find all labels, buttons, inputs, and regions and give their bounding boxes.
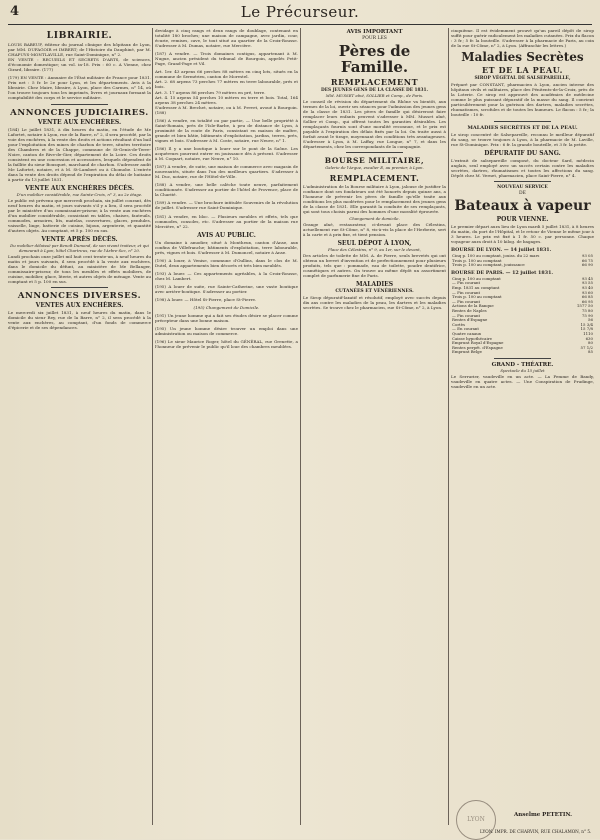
quote-value: 1577 50 (576, 303, 593, 309)
classified-item: (195) A louer de suite, rue Sainte-Catherine, une vaste boutique avec arrière-boutique. S'adresser au portier. (155, 283, 300, 295)
vente-apres-sub: Du mobilier délaissé par Benoît Dumond, de son vivant traiteur, et qui demeurait à Lyon, hôtel Chartreux, rue de l'Arbre-Sec, n° 20. (10, 243, 151, 253)
divider (51, 104, 108, 105)
divider (494, 121, 551, 122)
annonces-judiciaires-heading: ANNONCES JUDICIAIRES. (10, 107, 149, 118)
pour-vienne-label: POUR VIENNE. (496, 215, 549, 223)
quote-value: 15 3/4 (580, 321, 593, 327)
vente-apres-text: Lundi prochain onze juillet mil huit cent trente-un, à neuf heures du matin et jours suivants, il sera procédé à la vente aux enchères, dans le domicile du défunt, au ministère de Me Bellanger, commissaire-priseur, de tous les meubles et effets mobiliers, de cuisine, mobilier, glace, literie, et autres objets de ménage. Vente au comptant et 5 p. 100 en sus. (8, 253, 153, 284)
avis-sub: POUR LES (362, 36, 387, 41)
quote-row (451, 263, 594, 268)
changement-label: Changement de domicile. (349, 216, 400, 222)
theatre-text: Le Serrurier, vaudeville en un acte. — La Femme de Bandy, vaudeville en quatre actes. — Une Conspiration de Prudinge, vaudeville en un acte. (451, 373, 596, 389)
quote-value: 93 60 (581, 289, 593, 295)
quote-value: 1110 (583, 330, 593, 336)
maladies2-text: Le sirop concentré de Salsepareille, reconnu le meilleur dépuratif du sang, se trouve toujours à Lyon, à la pharmacie de M. Laville, rue St-Dominique. Prix : 6 fr. la grande bouteille, et 3 fr. la petite. (451, 131, 596, 147)
classified-item: Art. 3. 17 arpens 86 perches 79 mètres en pré, terre. (155, 89, 266, 95)
remplacement-heading: REMPLACEMENT (330, 77, 419, 87)
column-rule (448, 28, 449, 825)
peres-de-famille-headline: Pères de Famille. (338, 42, 411, 76)
theatre-sub: Spectacle du 15 juillet (500, 367, 545, 373)
classified-item: (196) Le sieur Maurice Roger, hôtel du GÉNÉRAL, rue Grenette, a l'honneur de prévenir le public qu'il loue des chambres meublées. (155, 339, 300, 350)
quote-label: Quatre canaux (452, 330, 482, 336)
quote-label: — En courant (452, 326, 479, 332)
remplacement-text: Le conseil de révision du département du Rhône va bientôt, aux termes de la loi, ouvrir ses séances pour l'admission des jeunes gens de la classe de 1831. Les pères de famille qui désireront faire remplacer leurs enfants peuvent s'adresser à MM. Musset aîné, Sollier et Comp., qui offrent toutes les garanties désirables. Les remplaçants fournis sont d'une moralité reconnue, et le prix est payable à l'expiration des délais fixés par la loi. On traite aussi à forfait avant le tirage, moyennant des conditions très avantageuses. S'adresser à Lyon, à M. Laffay, rue Longue, n° 7, et dans les départements, chez les correspondants de la compagnie. (303, 98, 448, 150)
divider (494, 181, 551, 182)
maladies2-heading: MALADIES SECRÈTES ET DE LA PEAU. (467, 124, 578, 131)
quote-value: 66 90 (581, 262, 593, 268)
librairie-heading: LIBRAIRIE. (46, 30, 113, 41)
quote-label: — Fin courant (452, 280, 481, 286)
sirop-heading: SIROP VÉGÉTAL DE SALSEPAREILLE, (474, 76, 571, 82)
classified-item: (193) A louer. — Ces appartements agréables, à la Croix-Rousse, chez M. Lambert. (155, 270, 300, 281)
quote-label: Rentes perpét. d'Espagne (452, 344, 503, 350)
quote-value: 93 45 (581, 275, 593, 281)
quote-row (451, 350, 594, 355)
bourse-lyon-table (451, 254, 594, 268)
quote-value: 93 40 (581, 285, 593, 290)
page-header (8, 2, 592, 25)
quote-label: Caisse hypothécaire (452, 335, 492, 341)
bourse-paris-table (451, 277, 594, 355)
classified-item: (191) Un jeune homme qui a fait ses études désire se placer comme précepteur dans une bonne maison. (155, 313, 300, 324)
quote-label: — Fin courant (452, 289, 481, 295)
column-rule (152, 28, 153, 825)
quote-value: 56 (588, 317, 593, 323)
remplacement2-text: L'administration de la Bourse militaire à Lyon, jalouse de justifier la confiance dont ses fondateurs ont été honorés depuis quinze ans, a l'honneur de prévenir les pères de famille qu'elle traite aux conditions les plus modérées pour le remplacement des jeunes gens de la classe de 1831. Elle garantit la conduite de ses remplaçants, qui sont tous choisis parmi des hommes d'une moralité éprouvée. (303, 184, 448, 215)
quote-value: 75 80 (581, 307, 593, 313)
quote-value: 66 95 (581, 298, 593, 304)
remplacement-by: MM. MUSSET aîné, SOLLIER et Comp., de Paris. (325, 93, 424, 98)
classified-item: Art. 2. 68 arpens 73 perches 77 mètres en terre labourable, prés et bois. (155, 79, 300, 90)
annonces-subheading: VENTE AUX ENCHÈRES. (37, 118, 122, 126)
divider (494, 358, 551, 359)
annonces-diverses-heading: ANNONCES DIVERSES. (17, 291, 142, 302)
quote-value: 66 75 (581, 257, 593, 263)
quote-label: Emprunt Royal d'Espagne (452, 340, 504, 346)
classified-item: (181) A vendre, en bloc. — Plusieurs meubles et effets, tels que commodes, consoles, etc. S'adresser au portier de la maison rue Mercière, n° 22. (155, 213, 300, 229)
depuratif-heading: DÉPURATIF DU SANG. (484, 149, 561, 157)
vente-deces-text: Le public est prévenu que mercredi prochain, six juillet courant, dès neuf heures du matin, et jours suivants s'il y a lieu, il sera procédé par le ministère d'un commissaire-priseur, à la vente aux enchères d'un mobilier considérable, consistant en tables, chaises, fauteuils, commodes, armoires, lits, matelas, couvertures, glaces, pendules, vaisselle, linge, batterie de cuisine, bijoux, argenterie, et quantité d'autres objets. Au comptant, et 5 p. 100 en sus. (8, 197, 153, 234)
column-3 (303, 28, 446, 825)
divider (51, 287, 108, 288)
quote-value: 630 (585, 335, 593, 341)
column-rule (300, 28, 301, 825)
classified-item: (186) Il y a une boutique à louer sur le pont de la Saône. Les acquéreurs pourront entrer en jouissance dès à présent. S'adresser à M. Coquart, notaire, rue Neuve, n° 10. (155, 145, 300, 162)
librairie-text: LOUIS BABEUF, éditeur du journal clinique des hôpitaux de Lyon, par MM. DUFAGOIR et IMBERT; de l'Histoire du Dauphiné, par M. CHAPUYS-MONTLAVILLE, rue Saint-Dominique, n° 2. EN VENTE : RECUEILS ET SECRETS D'ARTS, de sciences, d'économie domestique; un vol. in-18. Prix : 60 c. A Vienne, chez Girard, libraire. (177) (8, 42, 151, 73)
quote-label: Emprunt Belge (452, 349, 482, 355)
printer-imprint: LYON. IMPR. DE CHARVIN, RUE CHALAMON, n° 5. (480, 829, 592, 834)
maladies-text: Le Sirop dépuratif-laxatif et résolutif, employé avec succès depuis dix ans contre les maladies de la peau, les dartres et les maladies secrètes. Se trouve chez le pharmacien, rue St-Côme, n° 2, à Lyon. (303, 295, 448, 311)
bourse-militaire-sub: Galerie de l'Argue, escalier E, au premier, à Lyon. (325, 165, 424, 171)
sirop-text: Préparé par CONSTANT, pharmacien à Lyon, ancien interne des hôpitaux civils et militaires, place des Pénitents-de-la-Croix, près de la Loterie. Ce sirop est approuvé des académies de médecine comme le plus puissant dépuratif de la masse du sang. Il convient particulièrement pour la guérison des dartres, maladies secrètes, rhumatismes, scrofules et de toutes les humeurs. Le flacon : 5 fr.; la bouteille : 10 fr. (451, 82, 596, 118)
classified-item: S'adresser à M. Brechet, notaire, ou à M. Prevet, avoué à Bourgoin. (188) (155, 104, 300, 115)
newspaper-title: Le Précurseur. (240, 3, 360, 21)
quote-label: Rentes d'Espagne (452, 317, 488, 323)
bateaux-headline: Bateaux à vapeur (454, 197, 591, 214)
quote-value: 15 7/8 (580, 326, 593, 332)
annonces-text: (184) Le juillet 1831, à dix heures du matin, en l'étude de Me Lafortet, notaire à Lyon, rue de la Barre, n° 2, il sera procédé, par la voie des enchères, à la vente des droits et actions résultant d'un bail pour l'exploitation des mines de charbon de terre, situées territoire des Chambres et de la Chappe, commune de St-Genis-de-Terre-Noire, canton de Rive-de-Gier, département de la Loire. Ces droits consistent en une concession et accessoires, lesquels dépendent de la faillite du sieur Bousquet, marchand de charbon. S'adresser audit Me Lafortet, notaire, et à M. St-Lambert ou à Chomobe. L'entrée dans la vente des droits dépend de l'expiration du délai de huitaine à partir du 13 juillet 1831. (8, 126, 153, 182)
remplacement-sub: DES JEUNES GENS DE LA CLASSE DE 1831. (321, 88, 428, 93)
page-number: 4 (10, 4, 20, 19)
vente-deces-sub: D'un mobilier considérable, rue Sainte-Croix, n° 3, au 2e étage. (16, 192, 143, 198)
lyon-library-stamp: LYON (456, 800, 496, 840)
quote-label: — Fin courant (452, 298, 481, 304)
divers-subheading: VENTES AUX ENCHÈRES. (35, 302, 124, 310)
column-2 (155, 28, 298, 825)
quote-label: Rentes de Naples (452, 307, 487, 313)
quote-value: 93 05 (581, 253, 593, 259)
quote-label: Trois p. 100 au comptant, jouissance (452, 262, 525, 268)
classified-item: (187) A vendre, de suite, une maison de commerce avec magasin de nouveautés, située dans l'un des meilleurs quartiers. S'adresser à M. Duc, notaire, rue de l'Hôtel-de-Ville. (155, 164, 300, 180)
de-label: DE (519, 190, 526, 196)
avis-important-label: AVIS IMPORTANT (346, 29, 403, 35)
classified-item: (198) A louer. — Hôtel St-Pierre, place St-Pierre. (155, 297, 257, 303)
classified-item: (195) Changement de Domicile. (193, 305, 260, 311)
classified-item: (189) A vendre. — Une brochure intitulée Souvenirs de la révolution de juillet. S'adresser rue Saint-Dominique. (155, 200, 300, 211)
editor-signature: Anselme PETETIN. (514, 812, 573, 818)
depuratif-text: L'extrait de salsepareille composé, du docteur Sard, médecin anglais, seul employé avec un succès certain contre les maladies secrètes, dartres, rhumatismes et toutes les affections du sang. Dépôt chez M. Vernet, pharmacien, place Saint-Pierre, n° 4. (451, 157, 596, 178)
remplacement2-heading: REMPLACEMENT. (329, 173, 420, 184)
bateaux-text: Le premier départ aura lieu de Lyon mardi 5 juillet 1831, à 8 heures du matin, du port de l'Hôpital, et le retour de Vienne le même jour à 3 heures. Le prix est fixé à 1 fr. 50 c. par personne. Chaque voyageur aura droit à 10 kilog. de bagages. (451, 223, 596, 244)
seul-depot-sub: Place des Célestins, n° 9, au 1er, sur le devant, (328, 247, 421, 253)
classified-item: (187) A vendre. — Trois domaines contigus, appartenant à M. Nugue, ancien président du tribunal de Bourgoin, appelés Petit-Page, Grand-Page et Vil. (155, 51, 300, 67)
avis-public-heading: AVIS AU PUBLIC. (197, 231, 256, 239)
classified-item: Art. 1er. 43 arpens 66 perches 88 mètres en cinq lots, situés en la commune de Sermérieu, canton de Morestel. (155, 69, 300, 80)
grange-text: Grange aîné, restaurateur, ci-devant place des Célestins, actuellement rue St-Côme, n° 8, vis-à-vis la place de l'Herberie, sert à la carte et à prix fixe, et tient pension. (303, 222, 448, 238)
divider (346, 152, 403, 153)
quote-value: 93 55 (581, 280, 593, 286)
quote-label: — Fin courant (452, 312, 481, 318)
seul-depot-heading: SEUL DÉPOT À LYON, (337, 240, 412, 248)
quote-value: 75 90 (581, 312, 593, 318)
quote-label: Cinq p. 100 au comptant (452, 275, 501, 281)
quote-value: 80 (588, 340, 593, 346)
bourse-lyon-heading: BOURSE DE LYON. — 14 juillet 1831. (451, 247, 552, 254)
classified-item: (190) A louer, à Venise, commune d'Oullins, dans le clos de M. Dutel, deux appartements bien décorés et très bien meublés. (155, 257, 300, 268)
entrepot-text: (179) EN VENTE : Annuaire de l'État militaire de France pour 1831. Prix net : 5 fr. le 2e pour Lyon, et les départements. Avis à la librairie. Chez Maire, libraire, à Lyon, place des Carmes, n° 14, où l'on trouve toujours tous les imprimés, livres et journaux formant la comptabilité des corps et le service militaire. (8, 75, 153, 101)
avis-public-text: Un domaine à amodier, situé à Montheux, canton d'Anse, aux confins de Villefranche; bâtiments d'exploitation, terre labourable, prés, vignes et bois. S'adresser à M. Dumoncel, notaire à Anse. (155, 239, 300, 255)
classified-item: (188) A vendre, une belle calèche toute neuve, parfaitement conditionnée. S'adresser au portier de l'hôtel de Provence, place de la Charité. (155, 182, 300, 198)
divers-text: Le mercredi six juillet 1831, à neuf heures du matin, dans le domicile du sieur Rey, rue de la Barre, n° 2, il sera procédé à la vente aux enchères, au comptant, d'un fonds de commerce d'épicerie et de ses dépendances. (8, 310, 153, 331)
quote-label: Cortès (452, 321, 466, 327)
maladies-secretes-sub: ET DE LA PEAU. (481, 65, 564, 76)
quote-label: Emp. 1831 au comptant (452, 285, 500, 290)
seul-depot-text: Des articles de toilette de MM. A. de Pierre, seuls brevetés qui ont obtenu un brevet d'invention et de perfectionnement pour plusieurs produits, tels que : pommade, eau de toilette, poudre dentifrice, cosmétiques et autres. On trouve au même dépôt un assortiment complet de parfumerie fine de Paris. (303, 253, 448, 279)
bourse-paris-heading: BOURSE DE PARIS. — 12 juillet 1831. (451, 269, 554, 276)
maladies-sub: CUTANÉES ET VÉNÉRIENNES. (335, 289, 414, 295)
quote-label: Actions de la Banque (452, 303, 494, 309)
quote-value: 57 1/2 (580, 344, 593, 350)
classified-item: (186) A vendre, en totalité ou par partie, — Une belle propriété à Saint-Romain, près de l'Isle-Barbe, à peu de distance de Lyon, à proximité de la route de Paris, consistant en maison de maître, grande et bien bâtie, bâtiments d'exploitation, jardins, terres, prés, vignes et bois. S'adresser à M. Coste, notaire, rue Neuve, n° 1. (155, 117, 300, 143)
col2-intro: devidage à cinq rangs et deux rangs de doublage, contenant en totalité 180 broches; une maison de campagne, avec jardin, cour, écurie, remises, cave, le tout situé au quartier de la Croix-Rousse. S'adresser à M. Dumas, notaire, rue Mercière. (155, 28, 300, 49)
vente-apres-heading: VENTE APRÈS DÉCÈS. (41, 236, 118, 244)
vente-deces-heading: VENTE AUX ENCHÈRES DÉCÈS. (25, 185, 134, 193)
quote-label: Trois p. 100 au comptant (452, 294, 502, 300)
maladies-heading: MALADIES (355, 281, 394, 289)
maladies-secretes-headline: Maladies Secrètes (461, 50, 584, 65)
bourse-militaire-heading: BOURSE MILITAIRE, (324, 156, 425, 166)
column-4 (451, 28, 594, 825)
quote-label: Cinq p. 100 au comptant, jouiss. du 22 mars (452, 253, 540, 259)
theatre-heading: GRAND - THÉATRE. (491, 361, 554, 368)
col4-intro: cinquième. Il est évidemment prouvé qu'un pareil dépôt de sirop suffit pour guérir radicalement les maladies cutanées. Prix du flacon : 3 fr.; 5 fr. la bouteille. S'adresser à la pharmacie de Paris, au coin de la rue St-Côme, n° 2, à Lyon. (Affranchir les lettres.) (451, 28, 596, 49)
quote-value: 85 (588, 349, 593, 355)
column-1 (8, 28, 151, 825)
quote-label: Trois p. 100 au comptant (452, 257, 502, 263)
classified-item: Art. 4. 15 arpens 54 perches 10 mètres en terre et bois. Total, 164 arpens 38 perches 24 mètres. (155, 94, 300, 105)
nouveau-service-label: NOUVEAU SERVICE (497, 184, 548, 190)
classified-item: (195) Un jeune homme désire trouver un emploi dans une administration ou maison de commerce. (155, 326, 300, 337)
quote-value: 66 85 (581, 294, 593, 300)
